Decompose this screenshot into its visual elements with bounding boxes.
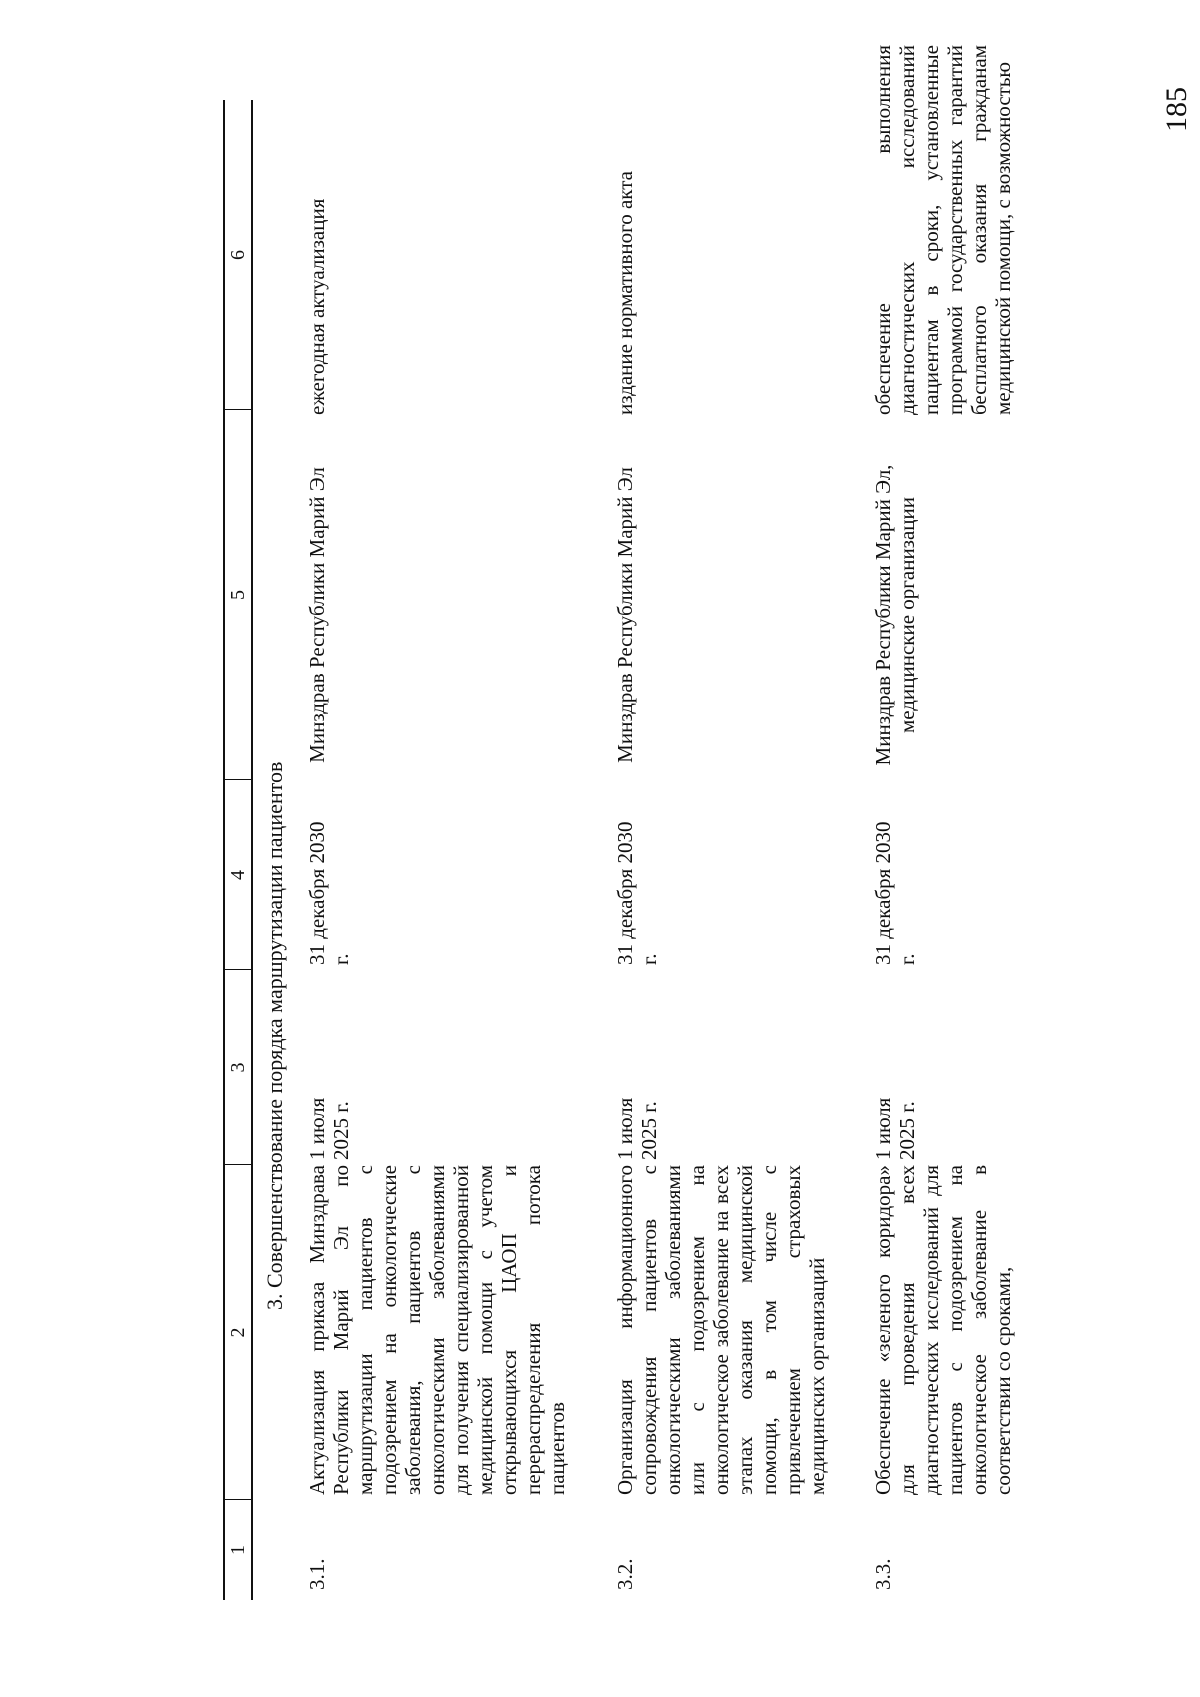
row-result: издание нормативного акта [613,171,637,415]
header-col-2: 2 [225,1164,251,1500]
rotated-table-block [223,45,1200,1600]
header-col-4: 4 [225,779,251,970]
row-responsible: Минздрав Республики Марий Эл, медицинские организации [871,464,919,766]
section-title: 3. Совершенствование порядка маршрутизации пациентов [262,761,287,1310]
row-number: 3.2. [613,1558,637,1590]
row-end-date: 31 декабря 2030 г. [871,821,919,965]
page-number: 185 [1160,87,1193,132]
row-end-date: 31 декабря 2030 г. [613,821,661,965]
row-responsible: Минздрав Республики Марий Эл [305,467,329,763]
row-number: 3.3. [871,1558,895,1590]
row-responsible: Минздрав Республики Марий Эл [613,467,637,763]
row-start-date: 1 июля 2025 г. [871,1097,919,1160]
row-end-date: 31 декабря 2030 г. [305,821,353,965]
plan-table [223,45,1200,1600]
header-col-3: 3 [225,969,251,1165]
row-result: ежегодная актуализация [305,198,329,415]
row-start-date: 1 июля 2025 г. [305,1097,353,1160]
row-number: 3.1. [305,1558,329,1590]
header-col-6: 6 [227,250,249,260]
row-result: обеспечение выполнения диагностических исследований пациентам в сроки, установленные программой государственных гарантий бесплатного оказания гражданам медицинской помощи, с возможностью [871,45,1015,415]
row-description: Организация информационного сопровождения пациентов с онкологическими заболеваниями или с подозрением на онкологическое заболевание на всех этапах оказания медицинской помощи, в том числе с привлечением страховых медицинских организаций [613,1165,829,1495]
row-start-date: 1 июля 2025 г. [613,1097,661,1160]
row-description: Обеспечение «зеленого коридора» для проведения всех диагностических исследований для пациентов с подозрением на онкологическое заболевание в соответствии со сроками, [871,1165,1015,1495]
header-col-1: 1 [225,1499,251,1600]
row-description: Актуализация приказа Минздрава Республики Марий Эл по маршрутизации пациентов с подозрением на онкологические заболевания, пациентов с онкологическими заболеваниями для получения специализированной медицинской помощи с учетом открывающихся ЦАОП и перераспределения потока пациентов [305,1165,569,1495]
table-header-row [223,100,253,1600]
header-col-5: 5 [225,409,251,780]
